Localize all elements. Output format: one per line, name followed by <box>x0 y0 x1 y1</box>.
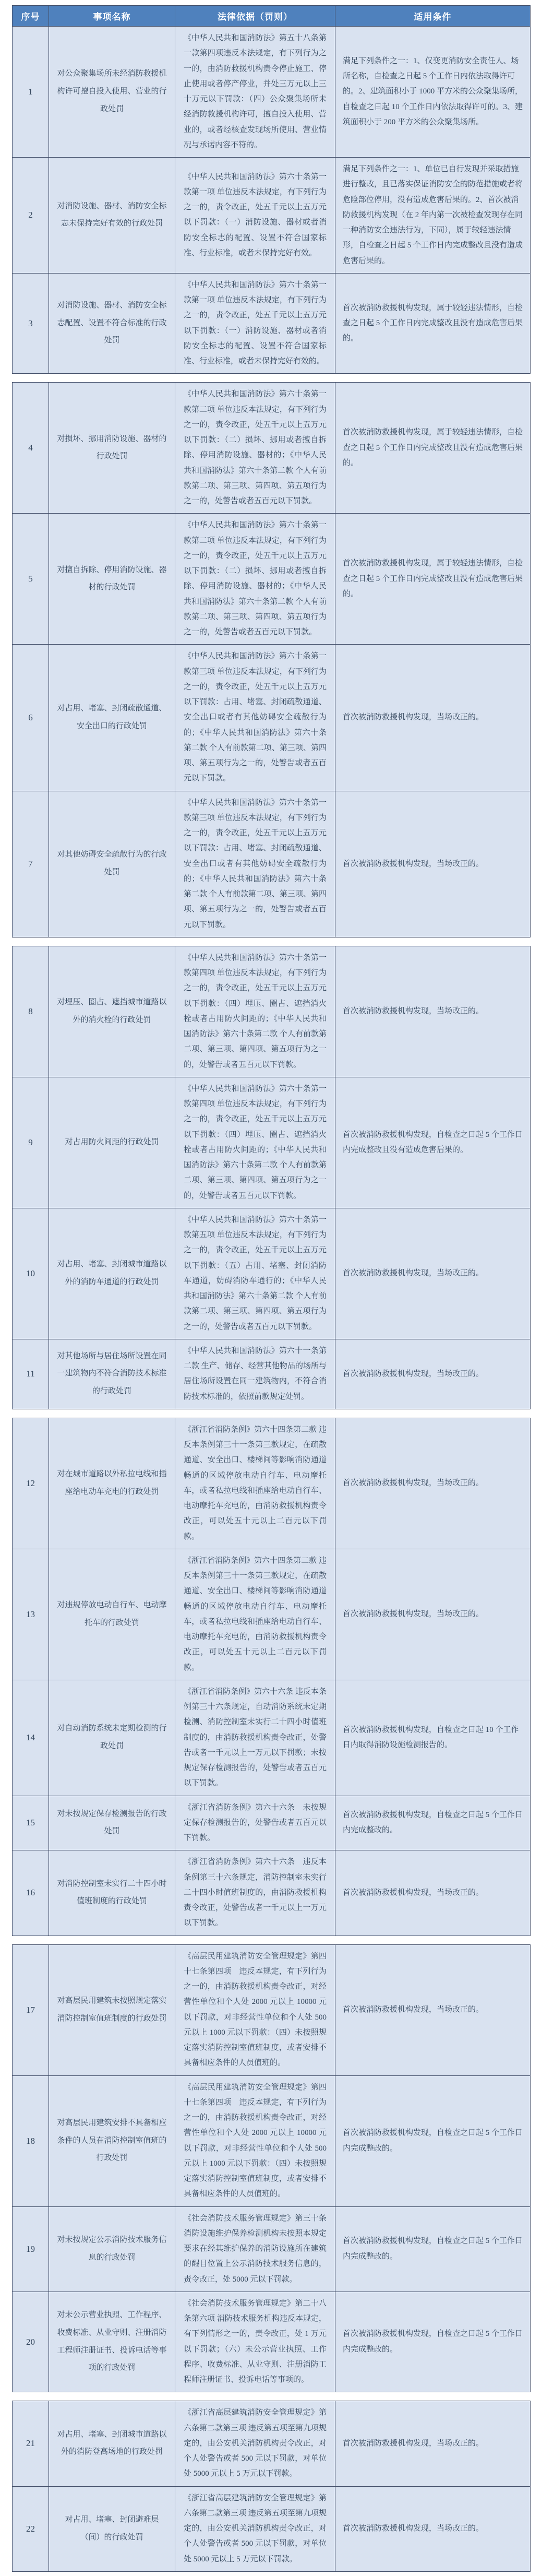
legal-basis-cell: 《中华人民共和国消防法》第六十条第一款第四项 单位违反本法规定，有下列行为之一的，责令改正，处五千元以上五万元以下罚款：（四）埋压、圈占、遮挡消火栓或者占用防火间距的；《中华人民共和国消防法》第六十条第二款 个人有前款第二项、第三项、第四项、第五项行为之一的，处警告或者五百元以下罚款。 <box>175 946 335 1077</box>
row-number-cell: 22 <box>13 2486 49 2571</box>
row-number-cell: 19 <box>13 2206 49 2292</box>
item-name-cell: 对其他场所与居住场所设置在同一建筑物内不符合消防技术标准的行政处罚 <box>49 1339 175 1409</box>
row-number-cell: 11 <box>13 1339 49 1409</box>
legal-basis-cell: 《中华人民共和国消防法》第六十条第一款第一项 单位违反本法规定，有下列行为之一的，责令改正，处五千元以上五万元以下罚款：（一）消防设施、器材或者消防安全标志的配置、设置不符合国家标准、行业标准，或者未保持完好有效。 <box>175 158 335 274</box>
legal-basis-cell: 《浙江省高层建筑消防安全管理规定》第六条第二款第三项 违反第五项至第九项规定的，由公安机关消防机构责令改正，对个人处警告或者 500 元以下罚款，对单位处 5000 元以上 5 万元以下罚款。 <box>175 2401 335 2486</box>
table-row <box>13 1850 531 1936</box>
header-row <box>13 6 531 27</box>
item-name-cell: 对高层民用建筑未按照规定落实消防控制室值班制度的行政处罚 <box>49 1944 175 2075</box>
item-name-cell: 对其他妨碍安全疏散行为的行政处罚 <box>49 791 175 937</box>
item-name-cell: 对占用、堵塞、封闭城市道路以外的消防登高场地的行政处罚 <box>49 2401 175 2486</box>
item-name-cell: 对擅自拆除、停用消防设施、器材的行政处罚 <box>49 514 175 645</box>
legal-basis-cell: 《高层民用建筑消防安全管理规定》第四十七条第四项 违反本规定，有下列行为之一的，由消防救援机构责令改正，对经营性单位和个人处 2000 元以上 10000 元以下罚款，对非经营性单位和个人处 500 元以上 1000 元以下罚款：（四）未按照规定落实消防控制室值班制度，或者安排不具备相应条件的人员值班的。 <box>175 2075 335 2206</box>
row-number-cell: 6 <box>13 645 49 791</box>
legal-basis-cell: 《中华人民共和国消防法》第六十条第一款第一项 单位违反本法规定，有下列行为之一的，责令改正，处五千元以上五万元以下罚款：（一）消防设施、器材或者消防安全标志的配置、设置不符合国家标准、行业标准，或者未保持完好有效的。 <box>175 273 335 374</box>
row-number-cell: 15 <box>13 1796 49 1850</box>
penalty-table-section-4 <box>12 1418 531 1936</box>
item-name-cell: 对消防设施、器材、消防安全标志未保持完好有效的行政处罚 <box>49 158 175 274</box>
row-number-cell: 10 <box>13 1208 49 1339</box>
table-row <box>13 273 531 374</box>
item-name-cell: 对违规停放电动自行车、电动摩托车的行政处罚 <box>49 1549 175 1680</box>
table-row <box>13 2075 531 2206</box>
column-header-2: 事项名称 <box>49 6 175 27</box>
penalty-table-section-5 <box>12 1944 531 2393</box>
item-name-cell: 对占用、堵塞、封闭疏散通道、安全出口的行政处罚 <box>49 645 175 791</box>
applicable-condition-cell: 首次被消防救援机构发现，自检查之日起 5 个工作日内完成整改的。 <box>335 2075 531 2206</box>
table-row <box>13 2206 531 2292</box>
table-row <box>13 158 531 274</box>
column-header-1: 序号 <box>13 6 49 27</box>
row-number-cell: 3 <box>13 273 49 374</box>
item-name-cell: 对损坏、挪用消防设施、器材的行政处罚 <box>49 383 175 514</box>
item-name-cell: 对消防设施、器材、消防安全标志配置、设置不符合标准的行政处罚 <box>49 273 175 374</box>
column-header-3: 法律依据（罚则） <box>175 6 335 27</box>
column-header-4: 适用条件 <box>335 6 531 27</box>
legal-basis-cell: 《浙江省消防条例》第六十六条 违反本条例第三十六条规定，消防控制室未实行二十四小时值班制度的，由消防救援机构责令改正，处警告或者一千元以上一万元以下罚款。 <box>175 1850 335 1936</box>
row-number-cell: 12 <box>13 1418 49 1549</box>
item-name-cell: 对占用、堵塞、封闭避难层（间）的行政处罚 <box>49 2486 175 2571</box>
applicable-condition-cell: 首次被消防救援机构发现，自检查之日起 5 个工作日内完成整改的。 <box>335 2292 531 2392</box>
penalty-table-section-2 <box>12 382 531 937</box>
item-name-cell: 对高层民用建筑安排不具备相应条件的人员在消防控制室值班的行政处罚 <box>49 2075 175 2206</box>
table-row <box>13 1208 531 1339</box>
applicable-condition-cell: 首次被消防救援机构发现，当场改正的。 <box>335 2401 531 2486</box>
applicable-condition-cell: 首次被消防救援机构发现，当场改正的。 <box>335 1208 531 1339</box>
item-name-cell: 对在城市道路以外私拉电线和插座给电动车充电的行政处罚 <box>49 1418 175 1549</box>
legal-basis-cell: 《中华人民共和国消防法》第六十条第一款第三项 单位违反本法规定，有下列行为之一的，责令改正，处五千元以上五万元以下罚款：占用、堵塞、封闭疏散通道、安全出口或者有其他妨碍安全疏散行为的；《中华人民共和国消防法》第六十条第二款 个人有前款第二项、第三项、第四项、第五项行为之一的，处警告或者五百元以下罚款。 <box>175 645 335 791</box>
applicable-condition-cell: 首次被消防救援机构发现，当场改正的。 <box>335 1339 531 1409</box>
legal-basis-cell: 《浙江省高层建筑消防安全管理规定》第六条第二款第三项 违反第五项至第九项规定的，由公安机关消防机构责令改正，对个人处警告或者 500 元以下罚款，对单位处 5000 元以上 5 万元以下罚款。 <box>175 2486 335 2571</box>
table-row <box>13 1796 531 1850</box>
legal-basis-cell: 《中华人民共和国消防法》第五十八条第一款第四项违反本法规定，有下列行为之一的，由消防救援机构责令停止施工、停止使用或者停产停业，并处三万元以上三十万元以下罚款：（四）公众聚集场所未经消防救援机构许可，擅自投入使用、营业的，或者经核查发现场所使用、营业情况与承诺内容不符的。 <box>175 27 335 158</box>
applicable-condition-cell: 首次被消防救援机构发现，当场改正的。 <box>335 1850 531 1936</box>
applicable-condition-cell: 首次被消防救援机构发现，当场改正的。 <box>335 946 531 1077</box>
applicable-condition-cell: 首次被消防救援机构发现，当场改正的。 <box>335 1944 531 2075</box>
applicable-condition-cell: 首次被消防救援机构发现，自检查之日起 10 个工作日内取得消防设施检测报告的。 <box>335 1680 531 1796</box>
applicable-condition-cell: 首次被消防救援机构发现，属于较轻违法情形，自检查之日起 5 个工作日内完成整改且没有造成危害后果的。 <box>335 383 531 514</box>
row-number-cell: 21 <box>13 2401 49 2486</box>
table-row <box>13 383 531 514</box>
table-row <box>13 1680 531 1796</box>
penalty-table-section-3 <box>12 946 531 1409</box>
item-name-cell: 对未按规定公示消防技术服务信息的行政处罚 <box>49 2206 175 2292</box>
applicable-condition-cell: 首次被消防救援机构发现，属于较轻违法情形，自检查之日起 5 个工作日内完成整改且没有造成危害后果的。 <box>335 514 531 645</box>
table-row <box>13 1077 531 1208</box>
legal-basis-cell: 《浙江省消防条例》第六十四条第二款 违反本条例第三十一条第三款规定，在疏散通道、安全出口、楼梯间等影响消防通道畅通的区域停放电动自行车、电动摩托车，或者私拉电线和插座给电动自行车、电动摩托车充电的，由消防救援机构责令改正，可以处五十元以上二百元以下罚款。 <box>175 1418 335 1549</box>
legal-basis-cell: 《中华人民共和国消防法》第六十条第一款第三项 单位违反本法规定，有下列行为之一的，责令改正，处五千元以上五万元以下罚款：占用、堵塞、封闭疏散通道、安全出口或者有其他妨碍安全疏散行为的；《中华人民共和国消防法》第六十条第二款 个人有前款第二项、第三项、第四项、第五项行为之一的，处警告或者五百元以下罚款。 <box>175 791 335 937</box>
applicable-condition-cell: 首次被消防救援机构发现，当场改正的。 <box>335 645 531 791</box>
row-number-cell: 17 <box>13 1944 49 2075</box>
applicable-condition-cell: 首次被消防救援机构发现，当场改正的。 <box>335 791 531 937</box>
table-row <box>13 791 531 937</box>
row-number-cell: 7 <box>13 791 49 937</box>
applicable-condition-cell: 首次被消防救援机构发现，自检查之日起 5 个工作日内完成整改的。 <box>335 1796 531 1850</box>
table-row <box>13 2486 531 2571</box>
table-row <box>13 27 531 158</box>
row-number-cell: 16 <box>13 1850 49 1936</box>
item-name-cell: 对未公示营业执照、工作程序、收费标准、从业守则、注册消防工程师注册证书、投诉电话等事项的行政处罚 <box>49 2292 175 2392</box>
row-number-cell: 8 <box>13 946 49 1077</box>
row-number-cell: 20 <box>13 2292 49 2392</box>
row-number-cell: 5 <box>13 514 49 645</box>
legal-basis-cell: 《社会消防技术服务管理规定》第三十条 消防设施维护保养检测机构未按照本规定要求在经其维护保养的消防设施所在建筑的醒目位置上公示消防技术服务信息的，责令改正，处 5000 元以下罚款。 <box>175 2206 335 2292</box>
row-number-cell: 13 <box>13 1549 49 1680</box>
row-number-cell: 9 <box>13 1077 49 1208</box>
penalty-table-section-6 <box>12 2401 531 2572</box>
table-row <box>13 514 531 645</box>
applicable-condition-cell: 首次被消防救援机构发现，自检查之日起 5 个工作日内完成整改且没有造成危害后果的。 <box>335 1077 531 1208</box>
legal-basis-cell: 《中华人民共和国消防法》第六十条第一款第五项 单位违反本法规定，有下列行为之一的，责令改正，处五千元以上五万元以下罚款：（五）占用、堵塞、封闭消防车通道，妨碍消防车通行的；《中华人民共和国消防法》第六十条第二款 个人有前款第二项、第三项、第四项、第五项行为之一的，处警告或者五百元以下罚款。 <box>175 1208 335 1339</box>
applicable-condition-cell: 首次被消防救援机构发现，属于较轻违法情形，自检查之日起 5 个工作日内完成整改且没有造成危害后果的。 <box>335 273 531 374</box>
row-number-cell: 14 <box>13 1680 49 1796</box>
row-number-cell: 4 <box>13 383 49 514</box>
item-name-cell: 对自动消防系统未定期检测的行政处罚 <box>49 1680 175 1796</box>
table-row <box>13 1339 531 1409</box>
penalty-tables-container <box>12 5 530 2572</box>
legal-basis-cell: 《浙江省消防条例》第六十六条 未按规定保存检测报告的，处警告或者五百元以下罚款。 <box>175 1796 335 1850</box>
table-row <box>13 946 531 1077</box>
table-row <box>13 645 531 791</box>
row-number-cell: 18 <box>13 2075 49 2206</box>
applicable-condition-cell: 满足下列条件之一：1、仅变更消防安全责任人、场所名称，自检查之日起 5 个工作日内依法取得许可的。2、建筑面积小于 1000 平方米的公众聚集场所，自检查之日起 10 个工作日内依法取得许可的。3、建筑面积小于 200 平方米的公众聚集场所。 <box>335 27 531 158</box>
applicable-condition-cell: 首次被消防救援机构发现，自检查之日起 5 个工作日内完成整改的。 <box>335 2206 531 2292</box>
table-row <box>13 1418 531 1549</box>
table-row <box>13 1549 531 1680</box>
item-name-cell: 对占用、堵塞、封闭城市道路以外的消防车通道的行政处罚 <box>49 1208 175 1339</box>
table-row <box>13 2401 531 2486</box>
applicable-condition-cell: 首次被消防救援机构发现，当场改正的。 <box>335 1549 531 1680</box>
item-name-cell: 对占用防火间距的行政处罚 <box>49 1077 175 1208</box>
legal-basis-cell: 《浙江省消防条例》第六十六条 违反本条例第三十六条规定，自动消防系统未定期检测、消防控制室未实行二十四小时值班制度的，由消防救援机构责令改正，处警告或者一千元以上一万元以下罚款；未按规定保存检测报告的，处警告或者五百元以下罚款。 <box>175 1680 335 1796</box>
legal-basis-cell: 《中华人民共和国消防法》第六十条第一款第二项 单位违反本法规定，有下列行为之一的，责令改正，处五千元以上五万元以下罚款：（二）损坏、挪用或者擅自拆除、停用消防设施、器材的；《中华人民共和国消防法》第六十条第二款 个人有前款第二项、第三项、第四项、第五项行为之一的，处警告或者五百元以下罚款。 <box>175 514 335 645</box>
legal-basis-cell: 《浙江省消防条例》第六十四条第二款 违反本条例第三十一条第三款规定，在疏散通道、安全出口、楼梯间等影响消防通道畅通的区域停放电动自行车、电动摩托车，或者私拉电线和插座给电动自行车、电动摩托车充电的，由消防救援机构责令改正，可以处五十元以上二百元以下罚款。 <box>175 1549 335 1680</box>
legal-basis-cell: 《中华人民共和国消防法》第六十条第一款第二项 单位违反本法规定，有下列行为之一的，责令改正，处五千元以上五万元以下罚款：（二）损坏、挪用或者擅自拆除、停用消防设施、器材的；《中华人民共和国消防法》第六十条第二款 个人有前款第二项、第三项、第四项、第五项行为之一的，处警告或者五百元以下罚款。 <box>175 383 335 514</box>
item-name-cell: 对埋压、圈占、遮挡城市道路以外的消火栓的行政处罚 <box>49 946 175 1077</box>
item-name-cell: 对消防控制室未实行二十四小时值班制度的行政处罚 <box>49 1850 175 1936</box>
row-number-cell: 1 <box>13 27 49 158</box>
legal-basis-cell: 《中华人民共和国消防法》第六十一条第二款 生产、储存、经营其他物品的场所与居住场所设置在同一建筑物内，不符合消防技术标准的，依照前款规定处罚。 <box>175 1339 335 1409</box>
legal-basis-cell: 《高层民用建筑消防安全管理规定》第四十七条第四项 违反本规定，有下列行为之一的，由消防救援机构责令改正，对经营性单位和个人处 2000 元以上 10000 元以下罚款，对非经营性单位和个人处 500 元以上 1000 元以下罚款：（四）未按照规定落实消防控制室值班制度，或者安排不具备相应条件的人员值班的。 <box>175 1944 335 2075</box>
applicable-condition-cell: 首次被消防救援机构发现，当场改正的。 <box>335 1418 531 1549</box>
item-name-cell: 对公众聚集场所未经消防救援机构许可擅自投入使用、营业的行政处罚 <box>49 27 175 158</box>
item-name-cell: 对未按规定保存检测报告的行政处罚 <box>49 1796 175 1850</box>
penalty-table-section-1 <box>12 5 531 374</box>
applicable-condition-cell: 首次被消防救援机构发现，当场改正的。 <box>335 2486 531 2571</box>
table-row <box>13 2292 531 2392</box>
table-row <box>13 1944 531 2075</box>
row-number-cell: 2 <box>13 158 49 274</box>
legal-basis-cell: 《中华人民共和国消防法》第六十条第一款第四项 单位违反本法规定，有下列行为之一的，责令改正，处五千元以上五万元以下罚款：（四）埋压、圈占、遮挡消火栓或者占用防火间距的；《中华人民共和国消防法》第六十条第二款 个人有前款第二项、第三项、第四项、第五项行为之一的，处警告或者五百元以下罚款。 <box>175 1077 335 1208</box>
legal-basis-cell: 《社会消防技术服务管理规定》第二十八条第六项 消防技术服务机构违反本规定，有下列情形之一的，责令改正，处 1 万元以下罚款；（六）未公示营业执照、工作程序、收费标准、从业守则、注册消防工程师注册证书、投诉电话等事项的。 <box>175 2292 335 2392</box>
applicable-condition-cell: 满足下列条件之一：1、单位已自行发现并采取措施进行整改，且已落实保证消防安全的防范措施或者将危险部位停用，没有造成危害后果的。2、首次被消防救援机构发现（在 2 年内第一次被检查发现存在同一种消防安全违法行为，下同），属于较轻违法情形，自检查之日起 5 个工作日内完成整改且没有造成危害后果的。 <box>335 158 531 274</box>
